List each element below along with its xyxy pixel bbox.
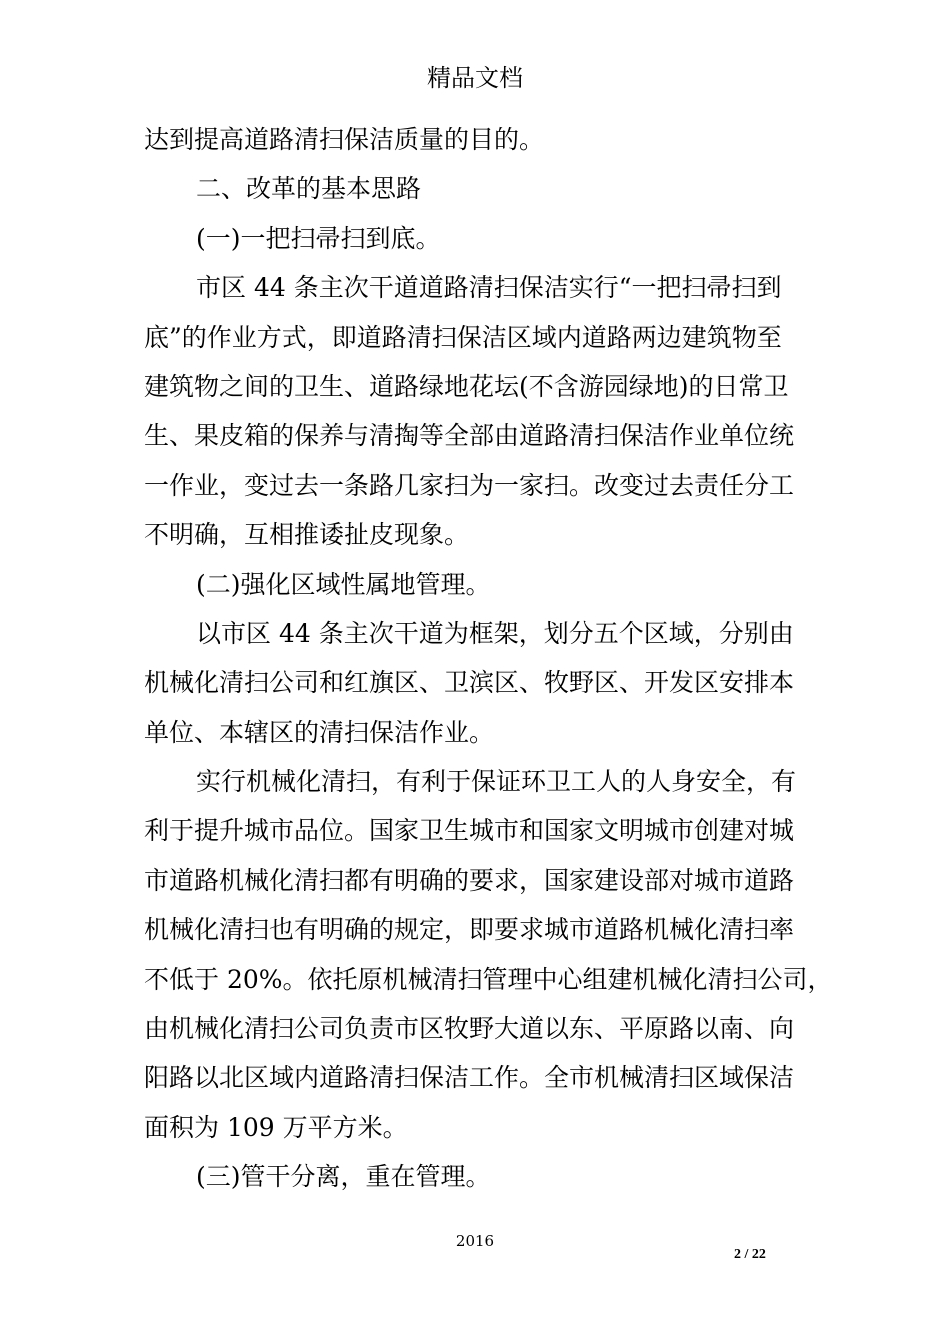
text-line: (二)强化区域性属地管理。 bbox=[196, 569, 491, 599]
text-line: 底”的作业方式，即道路清扫保洁区域内道路两边建筑物至 bbox=[144, 322, 782, 352]
text-line: (一)一把扫帚扫到底。 bbox=[196, 223, 441, 253]
text-line: 利于提升城市品位。国家卫生城市和国家文明城市创建对城 bbox=[144, 816, 795, 846]
text-line: 面积为 109 万平方米。 bbox=[144, 1112, 408, 1142]
text-line: 单位、本辖区的清扫保洁作业。 bbox=[144, 717, 495, 747]
text-line: 生、果皮箱的保养与清掏等全部由道路清扫保洁作业单位统 bbox=[144, 421, 795, 451]
page-number: 2 / 22 bbox=[734, 1247, 766, 1262]
text-line: 不低于 20%。依托原机械清扫管理中心组建机械化清扫公司， bbox=[144, 964, 833, 994]
text-line: 市区 44 条主次干道道路清扫保洁实行“一把扫帚扫到 bbox=[196, 273, 782, 303]
text-line: 以市区 44 条主次干道为框架，划分五个区域，分别由 bbox=[196, 618, 794, 648]
text-line: 二、改革的基本思路 bbox=[196, 174, 422, 204]
text-line: 一作业，变过去一条路几家扫为一家扫。改变过去责任分工 bbox=[144, 470, 795, 500]
text-line: 机械化清扫公司和红旗区、卫滨区、牧野区、开发区安排本 bbox=[144, 668, 795, 698]
text-line: 实行机械化清扫，有利于保证环卫工人的人身安全，有 bbox=[196, 767, 797, 797]
text-line: 不明确，互相推诿扯皮现象。 bbox=[144, 520, 470, 550]
footer-year: 2016 bbox=[455, 1232, 495, 1250]
text-line: 由机械化清扫公司负责市区牧野大道以东、平原路以南、向 bbox=[144, 1014, 795, 1044]
text-line: (三)管干分离，重在管理。 bbox=[196, 1162, 491, 1192]
text-line: 阳路以北区域内道路清扫保洁工作。全市机械清扫区域保洁 bbox=[144, 1063, 795, 1093]
document-body bbox=[144, 115, 833, 1202]
text-line: 市道路机械化清扫都有明确的要求，国家建设部对城市道路 bbox=[144, 865, 795, 895]
page-header-title: 精品文档 bbox=[427, 64, 523, 92]
text-line: 达到提高道路清扫保洁质量的目的。 bbox=[144, 125, 545, 154]
text-line: 建筑物之间的卫生、道路绿地花坛(不含游园绿地)的日常卫 bbox=[144, 371, 789, 401]
text-line: 机械化清扫也有明确的规定，即要求城市道路机械化清扫率 bbox=[144, 915, 795, 945]
